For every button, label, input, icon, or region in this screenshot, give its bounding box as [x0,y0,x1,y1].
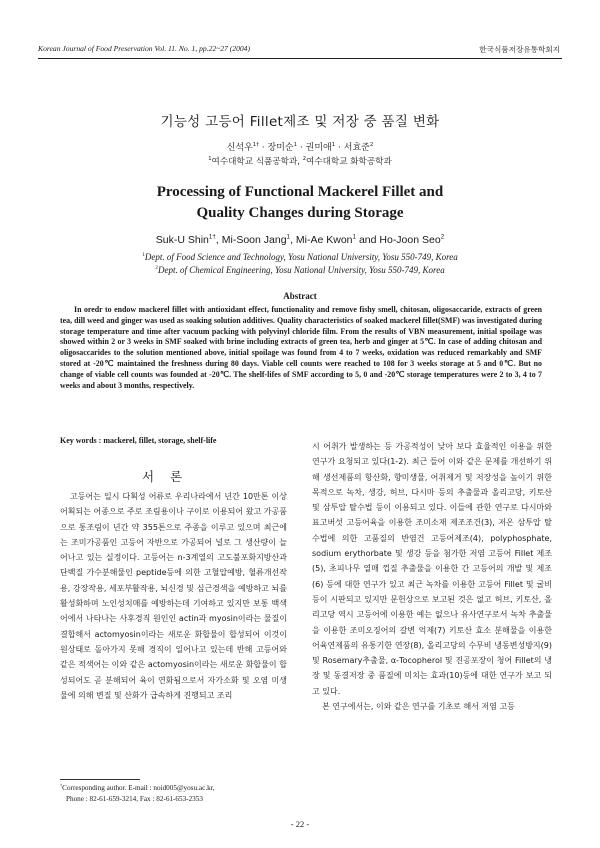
author-name: Ho-Joon Seo [379,234,441,246]
author-separator: · [297,143,306,153]
intro-column-left: 고등어는 일시 다획성 어류로 우리나라에서 년간 10만톤 이상 어획되는 어종으로 주로 조림용이나 구이로 이용되어 왔고 가공품으로 통조림이 년간 약 355톤으로 주종을 이루고 있으며 최근에는 조미가공품인 고등어 자반으로 가공되어 널로 그 생산량이 늘어나고 있는 실정이다. 고등어는 n-3계열의 고도불포화지방산과 단백질 가수분해물인 peptide등에 의한 고혈압예방, 혈류개선작용, 강장작용, 세포부활작용, 뇌신경 및 심근경색을 예방하고 뇌를 활성화하며 노인성치매를 예방하는데 기여하고 있지만 보통 백색어에서 나타나는 사후경직 원인인 actin과 myosin이라는 물질이 결합해서 actomyosin이라는 새로운 화합물이 합성되어 이것이 원상태로 돌아가지 못해 경직이 일어나고 있는데 반해 고등어와 같은 적색어는 이와 같은 actomyosin이라는 새로운 화합물이 합성되어도 곧 분해되어 육이 연화됨으로서 자가소화 및 오염 미생물에 의해 변질 및 산화가 급속하게 진행되고 조리 [60,492,287,700]
author-mark: 2 [369,142,374,148]
author-name: Mi-Ae Kwon [295,234,353,246]
abstract-heading: Abstract [283,291,317,301]
intro-paragraph: 본 연구에서는, 이와 같은 연구를 기초로 해서 저염 고등 [322,702,515,712]
affil-mark: 1 [208,156,212,163]
author-separator: · [258,143,268,153]
affil-text: Dept. of Chemical Engineering, Yosu National University, Yosu 550-749, Korea [157,264,445,275]
society-name: 한국식품저장유통학회지 [479,45,560,54]
author-name: Suk-U Shin [155,234,209,246]
authors-english [0,234,600,246]
title-english-line1: Processing of Functional Mackerel Fillet and [156,184,444,200]
intro-column-right [312,439,552,714]
corresponding-author-footnote [60,783,290,805]
affil-text: Dept. of Food Science and Technology, Yosu National University, Yosu 550-749, Korea [144,252,458,262]
footnote-mark: † [60,782,63,788]
section-title-introduction: 서 론 [141,469,189,484]
intro-paragraph: 시 어취가 발생하는 등 가공적성이 낮아 보다 효율적인 이용을 위한 연구가 요청되고 있다(1-2). 최근 들어 이와 같은 문제를 개선하기 위해 생선제품의 항산화, 향미생물, 어취제거 및 저장성을 높이기 위한 목적으로 녹차, 생강, 허브, 다시마 등의 추출물과 올리고당, 키토산 및 삼투압 탈수법 등이 이용되고 있다. 이들에 관한 연구로 다시마와 표고버섯 고등어육을 이용한 조미소재 제조조건(3), 저온 삼투압 탈수법에 의한 고품질의 반염건 고등어제조(4), polyphosphate, sodium erythorbate 및 생강 등을 첨가한 저염 고등어 Fillet 제조(5), 초피나무 열매 껍질 추출물을 이용한 간 고등어의 개발 및 제조(6) 등에 대한 연구가 있고 최근 녹차를 이용한 고등어 Fillet 및 굴비 등이 시판되고 있지만 문헌상으로 보고된 것은 없고 허브, 키토산, 올리고당 역시 고등어에 이용한 예는 없으나 유사연구로서 녹차 추출물을 이용한 조미오징어의 갈변 억제(7) 키토산 효소 분해물을 이용한 어육연제품의 유통기한 연장(8), 올리고당의 수무비 냉동변성방지(9) 및 Rosemary추출물, α-Tocopherol 및 진공포장이 청어 Fillet의 냉장 및 동결저장 중 품질에 미치는 효과(10)등에 대한 연구가 보고 되고 있다. [312,442,552,696]
affil-text: 여수대학교 화학공학과 [306,157,392,167]
author-name: 서효준 [343,143,370,153]
affil-mark: 2 [155,264,158,271]
footnote-text: Corresponding author. E-mail : noid005@yosu.ac.kr, [62,784,215,792]
affiliations-korean [0,155,600,167]
affil-line [0,251,600,264]
author-name: 신석우 [226,143,253,153]
affil-mark: 2 [302,156,307,163]
author-mark: 1† [208,233,216,241]
affiliations-english [0,251,600,276]
page-number: - 22 - [290,819,310,829]
footnote-line [60,783,290,794]
footnote-line: Phone : 82-61-659-3214, Fax : 82-61-653-2353 [66,795,203,803]
author-separator: · [335,143,344,153]
author-mark: 1 [286,233,291,241]
author-mark: 1† [252,142,259,148]
author-joiner: , [290,234,296,246]
header-rule [38,58,562,59]
author-name: 장미순 [267,143,294,153]
affil-mark: 1 [142,252,145,258]
title-korean: 기능성 고등어 Fillet제조 및 저장 중 품질 변화 [160,114,440,130]
journal-citation: Korean Journal of Food Preservation Vol. 11. No. 1, pp.22~27 (2004) [38,44,251,53]
author-joiner: and [356,234,380,246]
author-joiner: , [215,234,222,246]
title-english [0,182,600,224]
author-mark: 1 [352,233,357,241]
author-mark: 1 [331,142,336,148]
affil-text: 여수대학교 식품공학과, [211,157,303,167]
affil-line [0,264,600,277]
author-name: 권미애 [305,143,332,153]
author-name: Mi-Soon Jang [221,234,287,246]
authors-korean [0,140,600,153]
title-english-line2: Quality Changes during Storage [196,205,404,221]
author-mark: 2 [440,233,445,241]
keywords: Key words : mackerel, fillet, storage, shelf-life [60,436,217,445]
abstract-body: In oredr to endow mackerel fillet with antioxidant effect, functionality and remove fishy smell, chitosan, oligosaccaride, extracts of green tea, dill weed and ginger was used as soaking solution additives. Quality characteristics of soaked mackerel fillet(SMF) was investigated during storage temperature and time after vacuum packing with polyvinyl chloride film. From the results of VBN measurement, initial spoilage was showed within 2 or 3 weeks in SMF soaked with brine including extracts of green tea, herb and ginger at 5℃. In case of adding chitosan and oligosaccarides to the solution mentioned above, initial spoilage was found from 4 to 7 weeks, oxidation was reduced remarkably and SMF stored at -20℃ maintained the freshness during 80 days. Viable cell counts were reached to 108 for 3 weeks storage at 5 and 0℃. But no change of viable cell counts was founded at -20℃. The shelf-lifes of SMF according to 5, 0 and -20℃ storage temperatures were 2 to 3, 4 to 7 weeks and about 3 months, respectively. [60,305,542,390]
author-mark: 1 [293,142,298,148]
footnote-rule [60,779,140,780]
